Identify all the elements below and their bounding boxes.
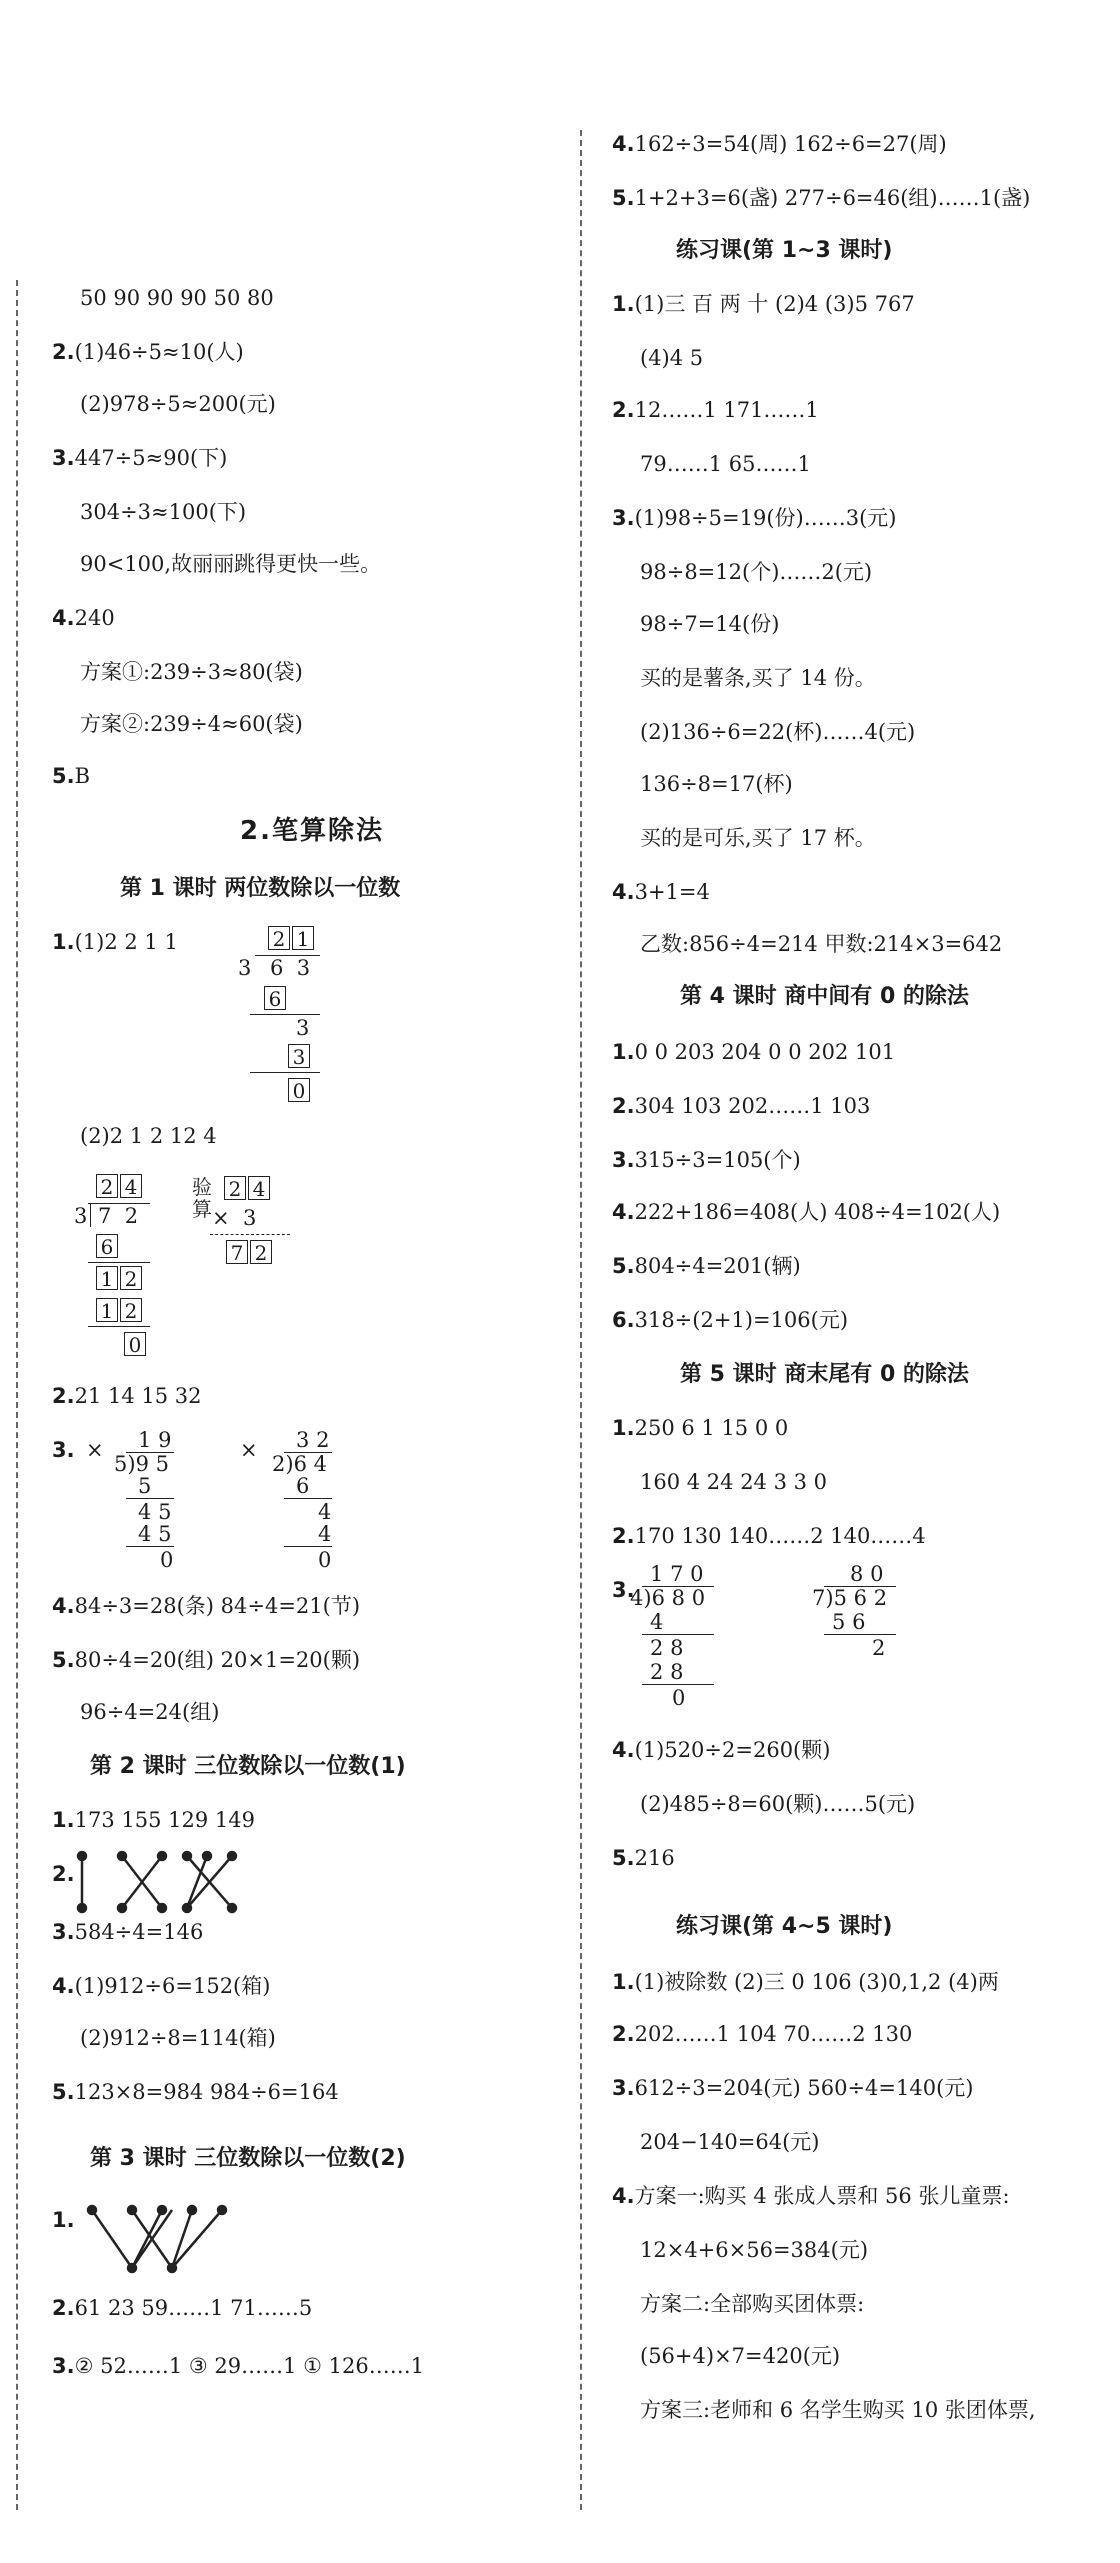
- division-line: [284, 1546, 332, 1547]
- answer-line: (2)136÷6=22(杯)……4(元): [640, 720, 916, 744]
- answer-line: (2)2 1 2 12 4: [80, 1124, 217, 1148]
- division-step: 1 2: [96, 1298, 144, 1322]
- answer-line: 50 90 90 90 50 80: [80, 286, 274, 310]
- answer-line: 买的是可乐,买了 17 杯。: [640, 826, 876, 850]
- answer-line: 1.0 0 203 204 0 0 202 101: [612, 1040, 896, 1064]
- practice-title: 练习课(第 4~5 课时): [676, 1914, 893, 1939]
- division-quotient: 1 9: [138, 1428, 172, 1452]
- answer-line: 方案①:239÷3≈80(袋): [80, 660, 303, 684]
- answer-line: 2.21 14 15 32: [52, 1384, 202, 1408]
- left-margin-dash: [16, 280, 18, 2510]
- answer-line: 98÷7=14(份): [640, 612, 780, 636]
- answer-line: 5.216: [612, 1846, 675, 1870]
- dividend: 4)6 8 0: [630, 1586, 706, 1610]
- answer-line: 5.804÷4=201(辆): [612, 1254, 801, 1278]
- division-step: 6: [264, 986, 288, 1010]
- answer-line: 4.84÷3=28(条) 84÷4=21(节): [52, 1594, 361, 1618]
- answer-line: 1.250 6 1 15 0 0: [612, 1416, 789, 1440]
- division-step: 5: [138, 1474, 152, 1498]
- answer-line: 4.3+1=4: [612, 880, 710, 904]
- answer-line: 方案三:老师和 6 名学生购买 10 张团体票,: [640, 2398, 1036, 2422]
- answer-line: 3.447÷5≈90(下): [52, 446, 228, 470]
- answer-line: 3.612÷3=204(元) 560÷4=140(元): [612, 2076, 974, 2100]
- answer-line: 2.61 23 59……1 71……5: [52, 2296, 313, 2320]
- dividend: 2)6 4: [272, 1452, 328, 1476]
- answer-line: 3.584÷4=146: [52, 1920, 204, 1944]
- answer-line: (2)485÷8=60(颗)……5(元): [640, 1792, 916, 1816]
- division-remainder: 0: [124, 1332, 148, 1356]
- answer-line: 79……1 65……1: [640, 452, 811, 476]
- divisor: 3: [74, 1204, 88, 1228]
- verify-product: 7 2: [226, 1240, 274, 1264]
- answer-line: 1.173 155 129 149: [52, 1808, 255, 1832]
- answer-line: (2)912÷8=114(箱): [80, 2026, 276, 2050]
- verify-multiplicand: 2 4: [224, 1176, 272, 1200]
- answer-line: 98÷8=12(个)……2(元): [640, 560, 873, 584]
- answer-line: 5.123×8=984 984÷6=164: [52, 2080, 339, 2104]
- division-step: 2 8: [650, 1660, 684, 1684]
- lesson-title: 第 5 课时 商末尾有 0 的除法: [680, 1362, 969, 1387]
- dividend: 6 3: [270, 956, 311, 980]
- lesson-title: 第 3 课时 三位数除以一位数(2): [90, 2146, 406, 2171]
- answer-line: 3.: [612, 1578, 635, 1602]
- answer-line: (56+4)×7=420(元): [640, 2344, 841, 2368]
- division-step: 4: [650, 1610, 664, 1634]
- division-line: [824, 1634, 896, 1635]
- answer-line: 2.170 130 140……2 140……4: [612, 1524, 926, 1548]
- answer-line: 160 4 24 24 3 3 0: [640, 1470, 828, 1494]
- answer-line: 4.(1)912÷6=152(箱): [52, 1974, 271, 1998]
- answer-line: 4.222+186=408(人) 408÷4=102(人): [612, 1200, 1001, 1224]
- division-step: 4 5: [138, 1522, 172, 1546]
- division-step: 6: [296, 1474, 310, 1498]
- section-title: 2.笔算除法: [240, 816, 384, 846]
- practice-title: 练习课(第 1~3 课时): [676, 238, 893, 263]
- division-quotient: 2 4: [96, 1174, 144, 1198]
- answer-line: 90<100,故丽丽跳得更快一些。: [80, 552, 382, 576]
- lesson-title: 第 1 课时 两位数除以一位数: [120, 876, 401, 901]
- division-line: [250, 1014, 320, 1015]
- answer-line: 乙数:856÷4=214 甲数:214×3=642: [640, 932, 1003, 956]
- division-bar: [90, 1203, 91, 1227]
- answer-line: 4.(1)520÷2=260(颗): [612, 1738, 831, 1762]
- matching-lines: [72, 1850, 252, 1914]
- answer-line: 2.(1)46÷5≈10(人): [52, 340, 244, 364]
- dividend: 7 2: [98, 1204, 139, 1228]
- answer-line: 2.: [52, 1862, 75, 1886]
- answer-line: 1.(1)被除数 (2)三 0 106 (3)0,1,2 (4)两: [612, 1970, 999, 1994]
- division-line: [284, 1498, 332, 1499]
- answer-line: (2)978÷5≈200(元): [80, 392, 276, 416]
- division-line: [88, 1262, 150, 1263]
- verify-multiplier: × 3: [212, 1206, 257, 1230]
- answer-line: 3.(1)98÷5=19(份)……3(元): [612, 506, 897, 530]
- answer-line: 方案②:239÷4≈60(袋): [80, 712, 303, 736]
- answer-line: 4.162÷3=54(周) 162÷6=27(周): [612, 132, 947, 156]
- answer-line: 3.315÷3=105(个): [612, 1148, 801, 1172]
- division-remainder: 0: [288, 1078, 312, 1102]
- answer-line: (4)4 5: [640, 346, 704, 370]
- answer-line: 5.80÷4=20(组) 20×1=20(颗): [52, 1648, 361, 1672]
- division-line: [642, 1684, 714, 1685]
- division-remainder: 2: [872, 1636, 886, 1660]
- division-quotient: 3 2: [296, 1428, 330, 1452]
- division-line: [126, 1498, 174, 1499]
- verify-label: 验算: [192, 1175, 212, 1221]
- answer-line: 2.202……1 104 70……2 130: [612, 2022, 913, 2046]
- center-dash: [580, 130, 582, 2510]
- dividend: 5)9 5: [114, 1452, 170, 1476]
- answer-line: 96÷4=24(组): [80, 1700, 220, 1724]
- verify-line: [210, 1234, 290, 1235]
- answer-line: 5.B: [52, 764, 91, 788]
- division-step: 3: [296, 1016, 310, 1040]
- answer-line: 5.1+2+3=6(盏) 277÷6=46(组)……1(盏): [612, 186, 1031, 210]
- division-remainder: 0: [160, 1548, 174, 1572]
- division-quotient: 8 0: [850, 1562, 884, 1586]
- division-quotient: 2 1: [268, 926, 316, 950]
- answer-line: 204−140=64(元): [640, 2130, 820, 2154]
- division-line: [88, 1326, 150, 1327]
- division-step: 2 8: [650, 1636, 684, 1660]
- division-line: [126, 1546, 174, 1547]
- division-remainder: 0: [672, 1686, 686, 1710]
- division-step: 6: [96, 1234, 120, 1258]
- answer-line: 304÷3≈100(下): [80, 500, 247, 524]
- lesson-title: 第 4 课时 商中间有 0 的除法: [680, 984, 969, 1009]
- answer-line: 6.318÷(2+1)=106(元): [612, 1308, 849, 1332]
- wrong-mark: ×: [86, 1438, 104, 1462]
- dividend: 7)5 6 2: [812, 1586, 888, 1610]
- division-step: 4: [318, 1500, 332, 1524]
- answer-line: 1.(1)2 2 1 1: [52, 930, 178, 954]
- answer-line: 3.② 52……1 ③ 29……1 ① 126……1: [52, 2354, 425, 2378]
- answer-line: 4.方案一:购买 4 张成人票和 56 张儿童票:: [612, 2184, 1010, 2208]
- division-quotient: 1 7 0: [650, 1562, 704, 1586]
- answer-line: 3.: [52, 1438, 75, 1462]
- answer-line: 136÷8=17(杯): [640, 772, 793, 796]
- division-remainder: 0: [318, 1548, 332, 1572]
- division-step: 5 6: [832, 1610, 866, 1634]
- answer-line: 方案二:全部购买团体票:: [640, 2292, 865, 2316]
- division-line: [250, 1072, 320, 1073]
- matching-lines: [72, 2202, 252, 2276]
- answer-line: 4.240: [52, 606, 115, 630]
- answer-line: 1.(1)三 百 两 十 (2)4 (3)5 767: [612, 292, 915, 316]
- divisor: 3: [238, 956, 252, 980]
- division-line: [642, 1634, 714, 1635]
- lesson-title: 第 2 课时 三位数除以一位数(1): [90, 1754, 406, 1779]
- division-step: 3: [288, 1044, 312, 1068]
- division-step: 1 2: [96, 1266, 144, 1290]
- answer-line: 2.304 103 202……1 103: [612, 1094, 871, 1118]
- division-step: 4: [318, 1522, 332, 1546]
- answer-line: 买的是薯条,买了 14 份。: [640, 666, 876, 690]
- division-step: 4 5: [138, 1500, 172, 1524]
- answer-line: 1.: [52, 2208, 75, 2232]
- answer-line: 2.12……1 171……1: [612, 398, 819, 422]
- answer-line: 12×4+6×56=384(元): [640, 2238, 869, 2262]
- wrong-mark: ×: [240, 1438, 258, 1462]
